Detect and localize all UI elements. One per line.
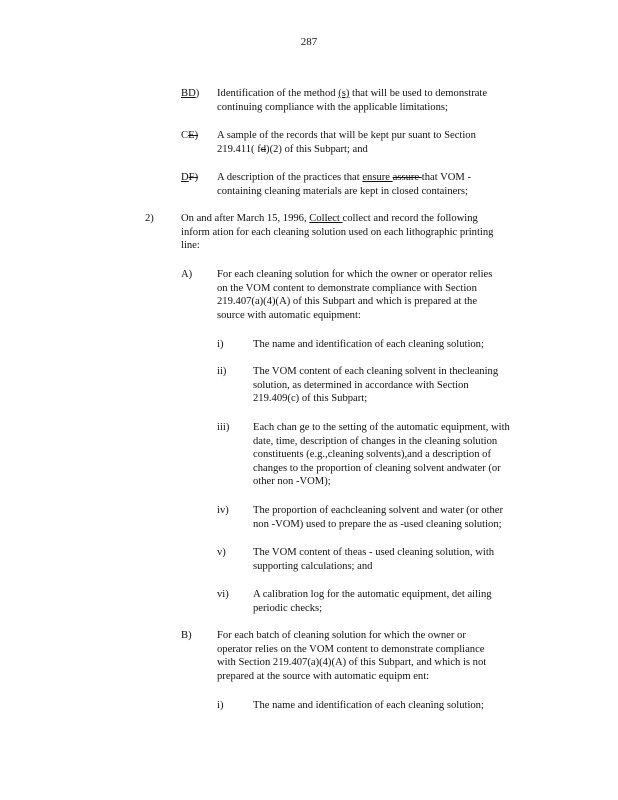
page-number: 287 — [300, 36, 318, 48]
paragraph-label: BD) — [181, 88, 200, 99]
paragraph-label: DF) — [181, 172, 199, 183]
paragraph-label: 2) — [145, 213, 154, 224]
paragraph-label: CE) — [181, 130, 199, 141]
paragraph-label: A) — [181, 269, 193, 280]
paragraph-text: On and after March 15, 1996, Collect collect and record the following inform ation for each cleaning solution used on each lithographic printing line: — [181, 213, 494, 252]
paragraph-text: A description of the practices that ensure assure that VOM - containing cleaning materials are kept in closed containers; — [217, 172, 471, 197]
paragraph-text: For each cleaning solution for which the owner or operator relies on the VOM content to demonstrate compliance with Section 219.407(a)(4)(A) of this Subpart and which is prepared at the source with automatic equipment: — [217, 269, 493, 321]
paragraph-label: i) — [217, 700, 224, 711]
paragraph-label: i) — [217, 339, 224, 350]
paragraph-label: v) — [217, 547, 226, 558]
paragraph-label: ii) — [217, 366, 227, 377]
paragraph-label: iii) — [217, 422, 230, 433]
paragraph-text: A calibration log for the automatic equipment, det ailing periodic checks; — [253, 589, 492, 614]
paragraph-label: iv) — [217, 505, 229, 516]
paragraph-text: The name and identification of each cleaning solution; — [253, 700, 484, 711]
paragraph-text: The VOM content of each cleaning solvent in thecleaning solution, as determined in accordance with Section 219.409(c) of this Subpart; — [253, 366, 499, 405]
paragraph-text: For each batch of cleaning solution for which the owner or operator relies on the VOM content to demonstrate compliance with Section 219.407(a)(4)(A) of this Subpart, and which is not prepared at the source with automatic equipm ent: — [217, 630, 487, 682]
paragraph-text: The proportion of eachcleaning solvent and water (or other non -VOM) used to prepare the as -used cleaning solution; — [253, 505, 504, 530]
paragraph-text: Each chan ge to the setting of the automatic equipment, with date, time, description of changes in the cleaning solution constituents (e.g.,cleaning solvents),and a description of changes to the proportion of cleaning solvent andwater (or other non -VOM); — [253, 422, 510, 488]
paragraph-text: Identification of the method (s) that will be used to demonstrate continuing compliance with the applicable limitations; — [217, 88, 488, 113]
paragraph-text: A sample of the records that will be kept pur suant to Section 219.411( fd)(2) of this Subpart; and — [217, 130, 476, 155]
paragraph-label: B) — [181, 630, 192, 641]
paragraph-text: The name and identification of each cleaning solution; — [253, 339, 484, 350]
paragraph-text: The VOM content of theas - used cleaning solution, with supporting calculations; and — [253, 547, 495, 572]
paragraph-label: vi) — [217, 589, 229, 600]
